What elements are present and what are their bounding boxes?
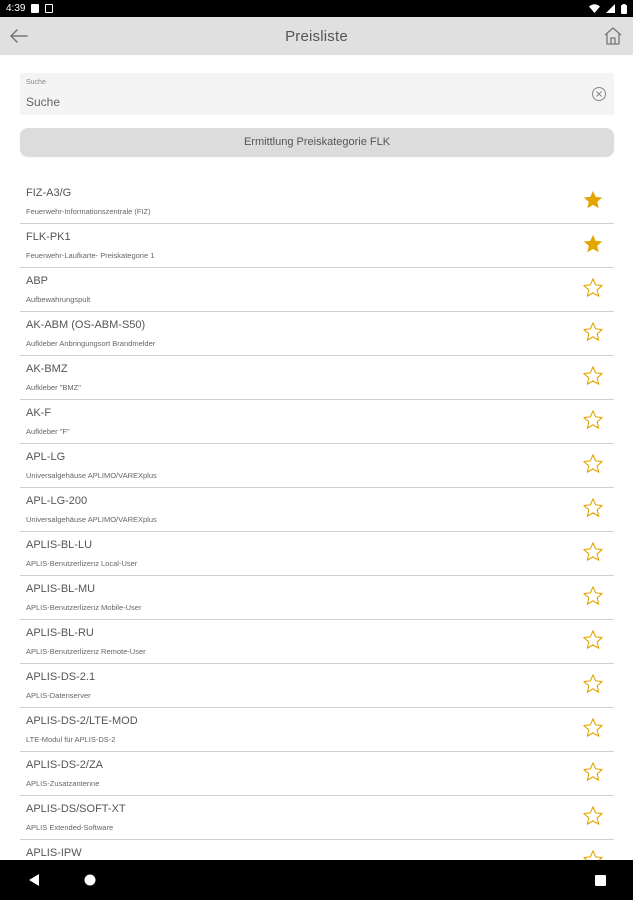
star-outline-icon[interactable]: [582, 453, 604, 475]
home-icon: [603, 26, 623, 46]
price-list: [20, 180, 614, 860]
battery-icon: [621, 4, 627, 14]
item-code: APLIS-DS-2/LTE-MOD: [26, 715, 138, 727]
star-outline-icon[interactable]: [582, 321, 604, 343]
back-button[interactable]: [8, 25, 30, 47]
system-nav-bar: [0, 860, 633, 900]
list-item[interactable]: [20, 620, 614, 664]
item-description: Universalgehäuse APLIMO/VAREXplus: [26, 515, 157, 524]
list-item[interactable]: [20, 576, 614, 620]
item-description: APLIS-Benutzerlizenz Local-User: [26, 559, 138, 568]
item-code: AK-ABM (OS-ABM-S50): [26, 319, 146, 331]
item-description: Aufkleber "F": [26, 427, 70, 436]
square-recents-icon: [595, 875, 606, 886]
nav-recents-button[interactable]: [592, 872, 608, 888]
triangle-back-icon: [28, 874, 40, 886]
list-item[interactable]: [20, 488, 614, 532]
item-description: Aufkleber "BMZ": [26, 383, 81, 392]
item-code: APLIS-BL-MU: [26, 583, 96, 595]
item-code: APLIS-DS-2/ZA: [26, 759, 104, 771]
star-filled-icon[interactable]: [582, 189, 604, 211]
list-item[interactable]: [20, 840, 614, 860]
list-item[interactable]: [20, 180, 614, 224]
list-item[interactable]: [20, 312, 614, 356]
home-button[interactable]: [601, 24, 625, 48]
star-filled-icon[interactable]: [582, 233, 604, 255]
list-item[interactable]: [20, 664, 614, 708]
star-outline-icon[interactable]: [582, 849, 604, 860]
star-outline-icon[interactable]: [582, 761, 604, 783]
item-description: Aufkleber Anbringungsort Brandmelder: [26, 339, 156, 348]
search-field[interactable]: [20, 73, 614, 115]
list-item[interactable]: [20, 444, 614, 488]
list-item[interactable]: [20, 796, 614, 840]
star-outline-icon[interactable]: [582, 365, 604, 387]
list-item[interactable]: [20, 752, 614, 796]
nav-home-button[interactable]: [82, 872, 98, 888]
status-time: 4:39: [6, 3, 26, 14]
star-outline-icon[interactable]: [582, 585, 604, 607]
item-code: FLK-PK1: [26, 231, 71, 243]
item-description: APLIS-Datenserver: [26, 691, 91, 700]
item-description: APLIS-Zusatzantenne: [26, 779, 100, 788]
status-bar: [0, 0, 633, 17]
list-item[interactable]: [20, 356, 614, 400]
item-code: AK-F: [26, 407, 52, 419]
item-description: Feuerwehr-Laufkarte- Preiskategorie 1: [26, 251, 155, 260]
list-item[interactable]: [20, 224, 614, 268]
item-code: APLIS-BL-RU: [26, 627, 94, 639]
search-input[interactable]: [26, 93, 566, 111]
sim-icon: [45, 4, 53, 13]
star-outline-icon[interactable]: [582, 409, 604, 431]
star-outline-icon[interactable]: [582, 541, 604, 563]
nav-back-button[interactable]: [26, 872, 42, 888]
item-code: APLIS-DS-2.1: [26, 671, 96, 683]
flk-category-button[interactable]: Ermittlung Preiskategorie FLK: [20, 128, 614, 156]
star-outline-icon[interactable]: [582, 805, 604, 827]
page-title: Preisliste: [285, 27, 348, 45]
item-code: APLIS-DS/SOFT-XT: [26, 803, 126, 815]
wifi-icon: [589, 4, 600, 13]
item-description: LTE-Modul für APLIS-DS-2: [26, 735, 116, 744]
circle-home-icon: [84, 874, 96, 886]
signal-icon: [606, 4, 615, 13]
item-code: APL-LG: [26, 451, 66, 463]
item-code: APLIS-BL-LU: [26, 539, 93, 551]
star-outline-icon[interactable]: [582, 277, 604, 299]
item-description: Universalgehäuse APLIMO/VAREXplus: [26, 471, 157, 480]
search-label: Suche: [26, 79, 46, 86]
star-outline-icon[interactable]: [582, 497, 604, 519]
arrow-left-icon: [10, 29, 28, 43]
item-code: APLIS-IPW: [26, 847, 82, 859]
star-outline-icon[interactable]: [582, 717, 604, 739]
item-description: Feuerwehr-Informationszentrale (FIZ): [26, 207, 151, 216]
list-item[interactable]: [20, 400, 614, 444]
item-description: APLIS Extended-Software: [26, 823, 114, 832]
item-description: APLIS-Benutzerlizenz Remote-User: [26, 647, 146, 656]
notification-icon: [31, 4, 39, 13]
star-outline-icon[interactable]: [582, 629, 604, 651]
clear-search-button[interactable]: [590, 85, 608, 103]
item-description: Aufbewahrungspult: [26, 295, 91, 304]
list-item[interactable]: [20, 532, 614, 576]
item-code: ABP: [26, 275, 49, 287]
item-code: FIZ-A3/G: [26, 187, 72, 199]
list-item[interactable]: [20, 708, 614, 752]
star-outline-icon[interactable]: [582, 673, 604, 695]
list-item[interactable]: [20, 268, 614, 312]
close-circle-icon: [591, 86, 607, 102]
item-code: AK-BMZ: [26, 363, 68, 375]
item-code: APL-LG-200: [26, 495, 88, 507]
app-bar: [0, 17, 633, 55]
item-description: APLIS-Benutzerlizenz Mobile-User: [26, 603, 142, 612]
